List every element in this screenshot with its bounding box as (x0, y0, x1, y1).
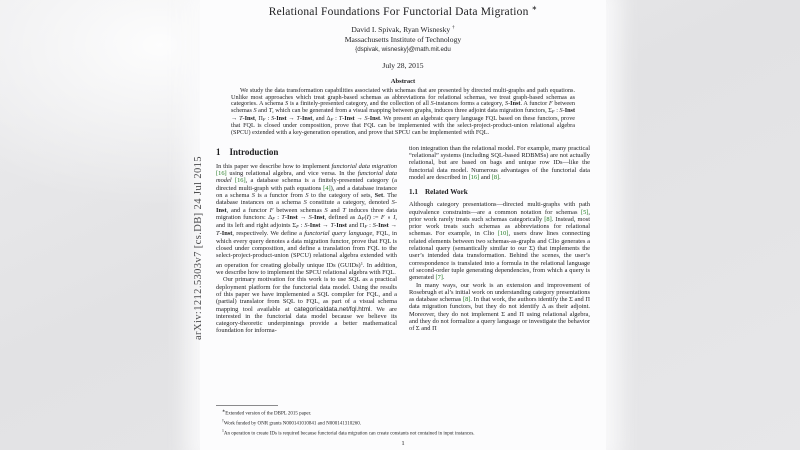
text-run: F (551, 108, 555, 114)
text-run: In this paper we describe how to implement (216, 162, 332, 170)
abstract-text (231, 88, 575, 137)
text-run: T (342, 206, 346, 214)
text-run: . In that work, the authors identify the Σ and Π data migration functors, but they do not identify Δ as their adjoint. Moreover, they do not implement Σ and Π using relational algebra, and they do not formalize a query language or investigate the behavior of Σ and Π (409, 296, 590, 333)
text-run: and (479, 173, 492, 181)
text-run: Inst (216, 206, 227, 214)
text-run: - (342, 114, 345, 122)
paragraph (216, 276, 397, 334)
text-run: S (304, 222, 308, 230)
text-run: S (324, 206, 328, 214)
text-run: T (330, 222, 335, 230)
text-run: is a finitely-presented category, and the collection of all (288, 100, 431, 108)
text-run: -instances forms a category, (433, 100, 506, 108)
text-run: ∘ (384, 213, 394, 221)
text-run: : (298, 222, 305, 230)
footnote (216, 428, 590, 438)
text-run: We study the data transformation capabilities associated with schemas that are presented by directed multi-graphs and path equations. Unlike most approaches which treat graph-based schemas as abbreviations for relational schemas, we treat graph-based schemas as categories. A schema (231, 86, 575, 108)
abstract-heading: Abstract (390, 77, 416, 85)
text-run: S (251, 191, 255, 199)
text-run: F (262, 116, 266, 122)
text-run: , users draw lines connecting related elements between two schemas-as-graphs and Clio generates a relational query (semantically similar to our Σ) that implements the user’s intended data transformation. Behind the scenes, the user’s correspondence is translated into a formula in the relational language of second-order tuple generating dependencies, from which a query is generated (409, 230, 590, 282)
text-run: S (364, 114, 368, 122)
text-run: . We present an algebraic query language FQL based on these functors, prove that FQL is closed under composition, prove that FQL can be implemented with the select-project-product-union relational algebra (SPCU) extended with a key-generation operation, and prove that SPCU can be implemented with FQL. (231, 114, 576, 137)
text-run: Inst (221, 230, 233, 238)
text-run: , and its left and right adjoints Σ (216, 213, 398, 230)
citation-link[interactable]: [10] (497, 230, 509, 238)
text-run: → (320, 222, 331, 230)
footnote-rule (216, 405, 278, 406)
footnote-text: Extended version of the DBPL 2015 paper. (225, 411, 312, 417)
text-run: using relational algebra, and vice versa. In the (226, 170, 358, 178)
text-run: S (253, 106, 257, 114)
text-run: , FQL, in which every query denotes a data migration functor, prove that FQL is closed under composition, and define a translation from FQL to the select-project-product-union (SPCU) relational algebra extended with an operation for creating globally unique IDs (GUIDs) (216, 230, 397, 269)
text-run: T (239, 114, 243, 122)
text-run: constitute a category, denoted (306, 199, 392, 207)
footnote-mark: † (222, 418, 224, 423)
paragraph (409, 282, 590, 333)
text-run: T (216, 230, 220, 238)
text-run: - (299, 114, 302, 122)
right-column (409, 145, 590, 391)
text-run: Inst (369, 114, 381, 122)
footnote-mark: 1 (222, 428, 224, 433)
text-run: S (308, 213, 312, 221)
text-run: - (394, 199, 397, 207)
text-run: and (327, 206, 343, 214)
text-run: → (354, 114, 365, 122)
citation-link[interactable]: [16] (234, 177, 246, 185)
text-run: - (334, 222, 337, 230)
text-run: Our primary motivation for this work is to use SQL as a practical deployment platform for the functorial data model. Using the results of this paper we have implemented a SQL compiler for FQL, and a (partial) translator from SQL to FQL, as part of a visual schema mapping tool available at (216, 276, 397, 313)
citation-link[interactable]: [8] (491, 173, 500, 181)
title-footnote-mark: ∗ (531, 5, 538, 12)
text-run: : (554, 106, 560, 114)
text-run: ) := (368, 213, 381, 221)
text-run: - (311, 213, 314, 221)
text-run: and Π (346, 222, 365, 230)
text-run: functorial query language (304, 230, 373, 238)
paragraph (409, 201, 590, 281)
text-run: , Π (254, 114, 263, 122)
text-run: - (219, 230, 222, 238)
text-run: F (364, 224, 368, 230)
text-run: F (380, 213, 385, 221)
text-run: - (242, 114, 245, 122)
text-run: → (286, 114, 297, 122)
text-run: T (268, 106, 273, 114)
footnote-text: Work funded by ONR grants N000141010841 and N000141310260. (223, 421, 361, 427)
citation-link[interactable]: [16] (216, 170, 227, 178)
text-run: tion integration than the relational model. For example, many practical “relational” systems (including SQL-based RDBMSs) are not actually relational, but are based on bags and unique row IDs—like the functorial data model. Numerous advantages of the functorial data model are described in (409, 144, 590, 181)
text-run: . (499, 173, 501, 181)
url-link[interactable]: categoricaldata.net/fql.html (293, 305, 371, 313)
text-run: , and a functor (226, 206, 270, 214)
section-title: Related Work (424, 188, 468, 197)
text-run: F (269, 206, 274, 214)
text-run: , a database schema is a finitely-presented category (a directed multi-graph with path equations (216, 177, 397, 192)
paper-date: July 28, 2015 (382, 60, 424, 70)
footnote-mark: ∗ (222, 409, 226, 413)
paper-affiliation: Massachusetts Institute of Technology (344, 34, 462, 44)
text-run: F (330, 116, 334, 122)
text-run: Inst (344, 114, 355, 122)
text-run: ), and a database instance on a schema (216, 184, 397, 199)
text-run: to the category of sets, (308, 191, 375, 199)
text-run: → (297, 213, 309, 221)
text-run: → (388, 222, 397, 230)
text-run: between schemas (273, 206, 325, 214)
text-run: - (367, 114, 370, 122)
text-run: S (391, 199, 395, 207)
text-run: Inst (287, 213, 298, 221)
section-title: Introduction (229, 146, 279, 157)
citation-link[interactable]: [5] (580, 208, 589, 216)
text-run: : (367, 222, 373, 230)
text-run: , and Δ (312, 114, 331, 122)
text-run: In many ways, our work is an extension and improvement of Rosebrugh et al’s initial work on understanding category presentations as database schemas (409, 281, 590, 304)
text-run: Inst (309, 222, 321, 230)
two-column-body (216, 145, 590, 391)
text-run: Inst (510, 100, 521, 108)
text-run: - (284, 213, 288, 221)
text-run: - (274, 114, 277, 122)
page-number: 1 (401, 440, 405, 447)
paper-email[interactable]: {dspivak, wisnesky}@math.mit.edu (355, 45, 451, 53)
text-run: functorial data migration (331, 162, 397, 170)
text-run: S (430, 100, 434, 108)
text-run: . We are interested in the functorial data model because we believe its category-theoretic underpinnings provide a better mathematical foundation for informa- (216, 305, 397, 335)
authors-footnote-mark: † (452, 25, 455, 31)
text-run: . (442, 274, 445, 282)
footnote-text: An operation to create IDs is required because functorial data migration can create constants not contained in input instances. (223, 431, 475, 437)
footnote (216, 408, 590, 418)
text-run: , which can be generated from a visual mapping between graphs, induces three adjoint data migration functors, Σ (272, 106, 552, 114)
text-run: is a functor from (255, 191, 306, 199)
section-number: 1 (216, 146, 221, 157)
text-run: Inst (378, 222, 389, 230)
text-run: S (303, 199, 307, 207)
left-column (216, 145, 397, 391)
text-run: . The database instances on a schema (216, 191, 398, 207)
paper-page (193, 0, 606, 450)
footnote (216, 418, 590, 428)
text-run: T (296, 114, 300, 122)
text-run: I (393, 213, 396, 221)
text-run: : (333, 114, 339, 122)
section-heading (216, 147, 397, 157)
text-run: , defined as Δ (324, 213, 362, 221)
citation-link[interactable]: [16] (468, 173, 480, 181)
text-run: : (275, 213, 282, 221)
text-run: S (559, 106, 563, 114)
citation-link[interactable]: [4] (323, 184, 331, 192)
text-run: S (285, 100, 289, 108)
text-run: Inst (276, 114, 287, 122)
abstract-section (231, 78, 575, 137)
text-run: - (375, 222, 379, 230)
text-run: S (372, 222, 376, 230)
text-run: induces three data migration functors: Δ (216, 206, 397, 221)
text-run: T (338, 114, 343, 122)
text-run: between schemas (231, 100, 575, 114)
text-run: 1 (360, 260, 363, 266)
text-run: , respectively. We define a (232, 230, 305, 238)
text-run: . Instead, most prior work treats such schemas as abbreviations for relational schemas. For example, in Clio (409, 215, 590, 238)
section-number: 1.1 (409, 188, 418, 197)
text-run: Inst (301, 114, 313, 122)
text-run: F (361, 215, 365, 221)
text-run: S (305, 191, 309, 199)
text-run: , prior work rarely treats such schemas categorically (409, 208, 590, 223)
text-run: ( (364, 213, 367, 221)
paper-authors (216, 25, 590, 34)
text-run: I (366, 213, 369, 221)
text-run: T (281, 213, 285, 221)
text-run: F (272, 215, 276, 221)
citation-link[interactable]: [7] (435, 274, 443, 282)
citation-link[interactable]: [8] (462, 296, 471, 304)
text-run: - (562, 106, 565, 114)
section-heading (409, 188, 590, 196)
text-run: F (296, 224, 299, 230)
text-run: Although category presentations—directed multi-graphs with path equivalence constraints—are a common notation for schemas (409, 201, 590, 216)
text-run: Inst (314, 213, 325, 221)
text-run: → (231, 114, 240, 122)
paper-title (216, 4, 590, 18)
text-run: . A functor (520, 100, 549, 108)
text-run: and (256, 106, 269, 114)
text-run: - (307, 222, 310, 230)
footnotes-block (216, 405, 590, 438)
paper-header (216, 0, 590, 70)
citation-link[interactable]: [8] (544, 215, 552, 223)
text-run: Inst (244, 114, 255, 122)
paragraph (216, 163, 397, 277)
authors-text: David I. Spivak, Ryan Wisnesky (351, 24, 453, 34)
text-run: . In addition, we describe how to implement the SPCU relational algebra with FQL. (216, 261, 397, 277)
text-run: functorial data model (216, 170, 398, 185)
title-text: Relational Foundations For Functorial Data Migration (268, 5, 532, 18)
text-run: Set (374, 191, 384, 199)
text-run: : (265, 114, 272, 122)
text-run: S (271, 114, 275, 122)
text-run: Inst (564, 106, 576, 114)
text-run: F (548, 100, 553, 108)
paragraph (409, 145, 590, 181)
text-run: S (505, 100, 509, 108)
text-run: Inst (336, 222, 347, 230)
arxiv-watermark: arXiv:1212.5303v7 [cs.DB] 24 Jul 2015 (193, 156, 204, 340)
text-run: - (508, 100, 511, 108)
